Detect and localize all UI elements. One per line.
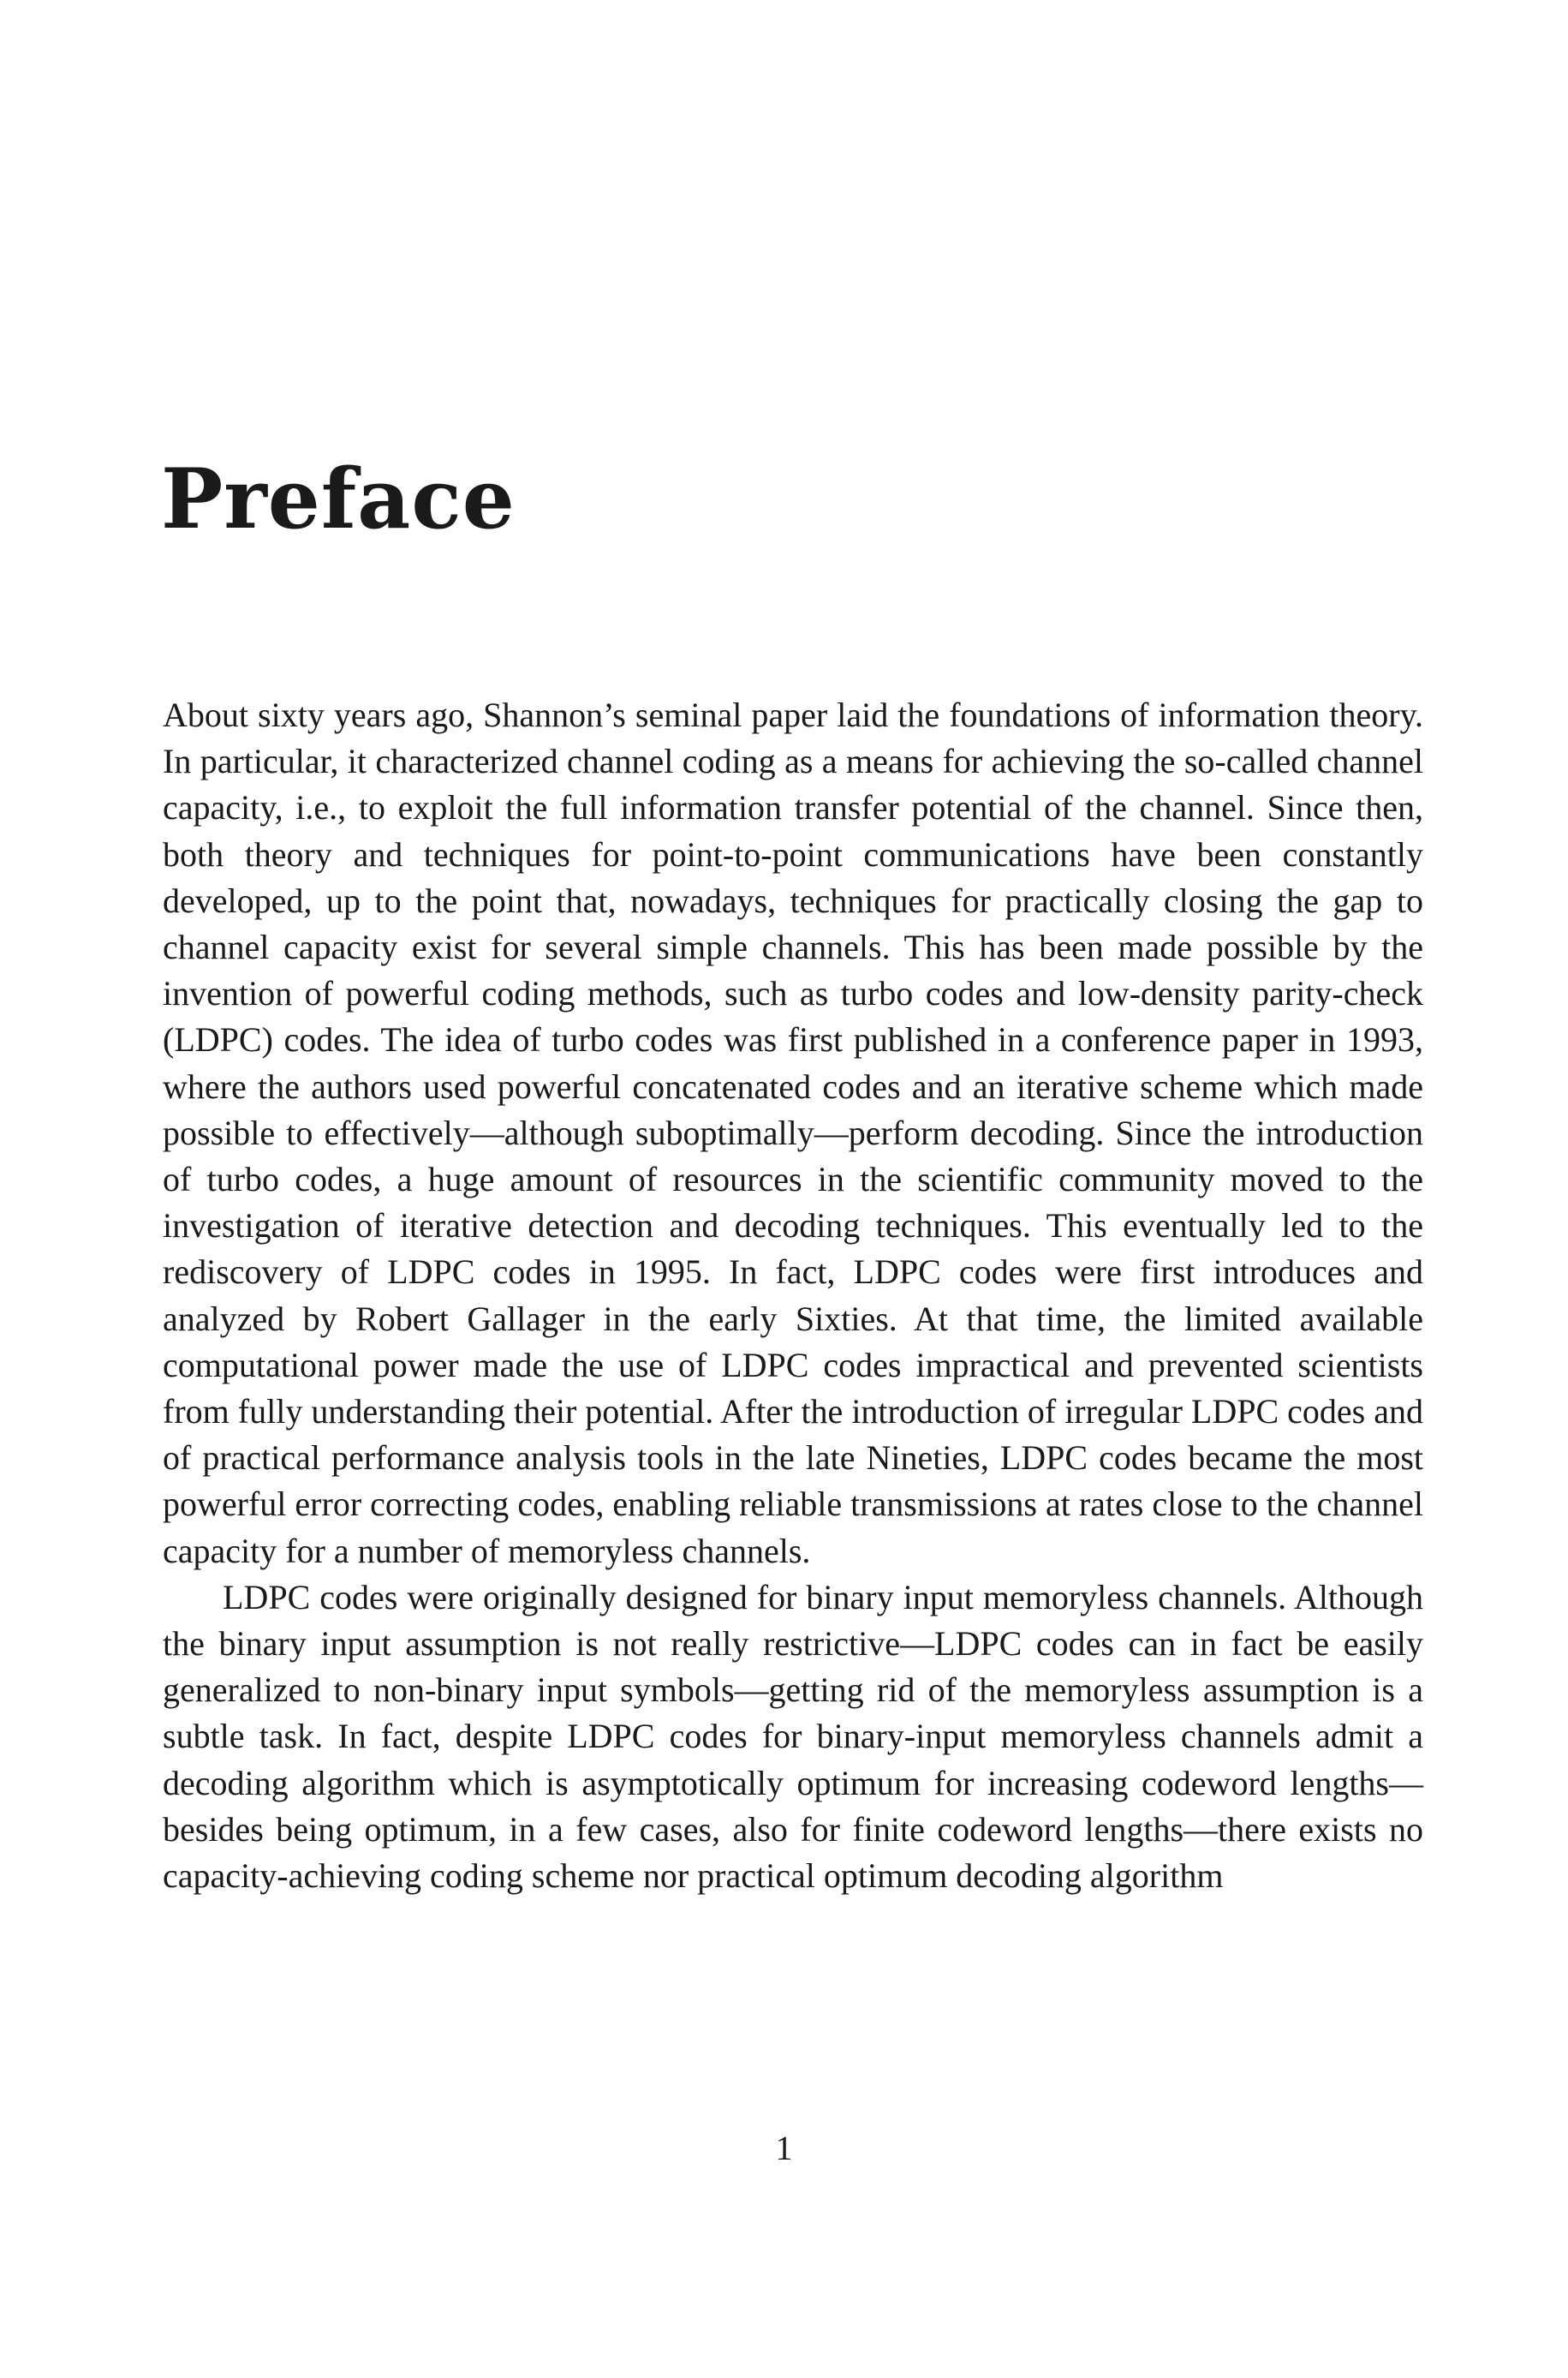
page-number: 1 — [775, 2129, 793, 2167]
paragraph-2: LDPC codes were originally designed for binary input memoryless channels. Although the binary input assumption is not really restrictive—LDPC codes can in fact be easily generalized to non-binary input symbols—getting rid of the memoryless assumption is a subtle task. In fact, despite LDPC codes for binary-input memoryless channels admit a decoding algorithm which is asymptotically optimum for increasing codeword lengths—besides being optimum, in a few cases, also for finite codeword lengths—there exists no capacity-achieving coding scheme nor practical optimum decoding algorithm — [163, 1577, 1423, 1896]
chapter-title: Preface — [161, 451, 516, 547]
body-text — [163, 692, 1423, 1899]
paragraph-1: About sixty years ago, Shannon’s seminal paper laid the foundations of information theory. In particular, it characterized channel coding as a means for achieving the so-called channel capacity, i.e., to exploit the full information transfer potential of the channel. Since then, both theory and techniques for point-to-point communications have been constantly developed, up to the point that, nowadays, techniques for practically closing the gap to channel capacity exist for several simple channels. This has been made possible by the invention of powerful coding methods, such as turbo codes and low-density parity-check (LDPC) codes. The idea of turbo codes was first published in a conference paper in 1993, where the authors used powerful concatenated codes and an iterative scheme which made possible to effectively—although suboptimally—perform decoding. Since the introduction of turbo codes, a huge amount of resources in the scientific community moved to the investigation of iterative detection and decoding techniques. This eventually led to the rediscovery of LDPC codes in 1995. In fact, LDPC codes were first introduces and analyzed by Robert Gallager in the early Sixties. At that time, the limited available computational power made the use of LDPC codes impractical and prevented scientists from fully understanding their potential. After the introduction of irregular LDPC codes and of practical performance analysis tools in the late Nineties, LDPC codes became the most powerful error correcting codes, enabling reliable transmissions at rates close to the channel capacity for a number of memoryless channels. — [163, 696, 1423, 1570]
